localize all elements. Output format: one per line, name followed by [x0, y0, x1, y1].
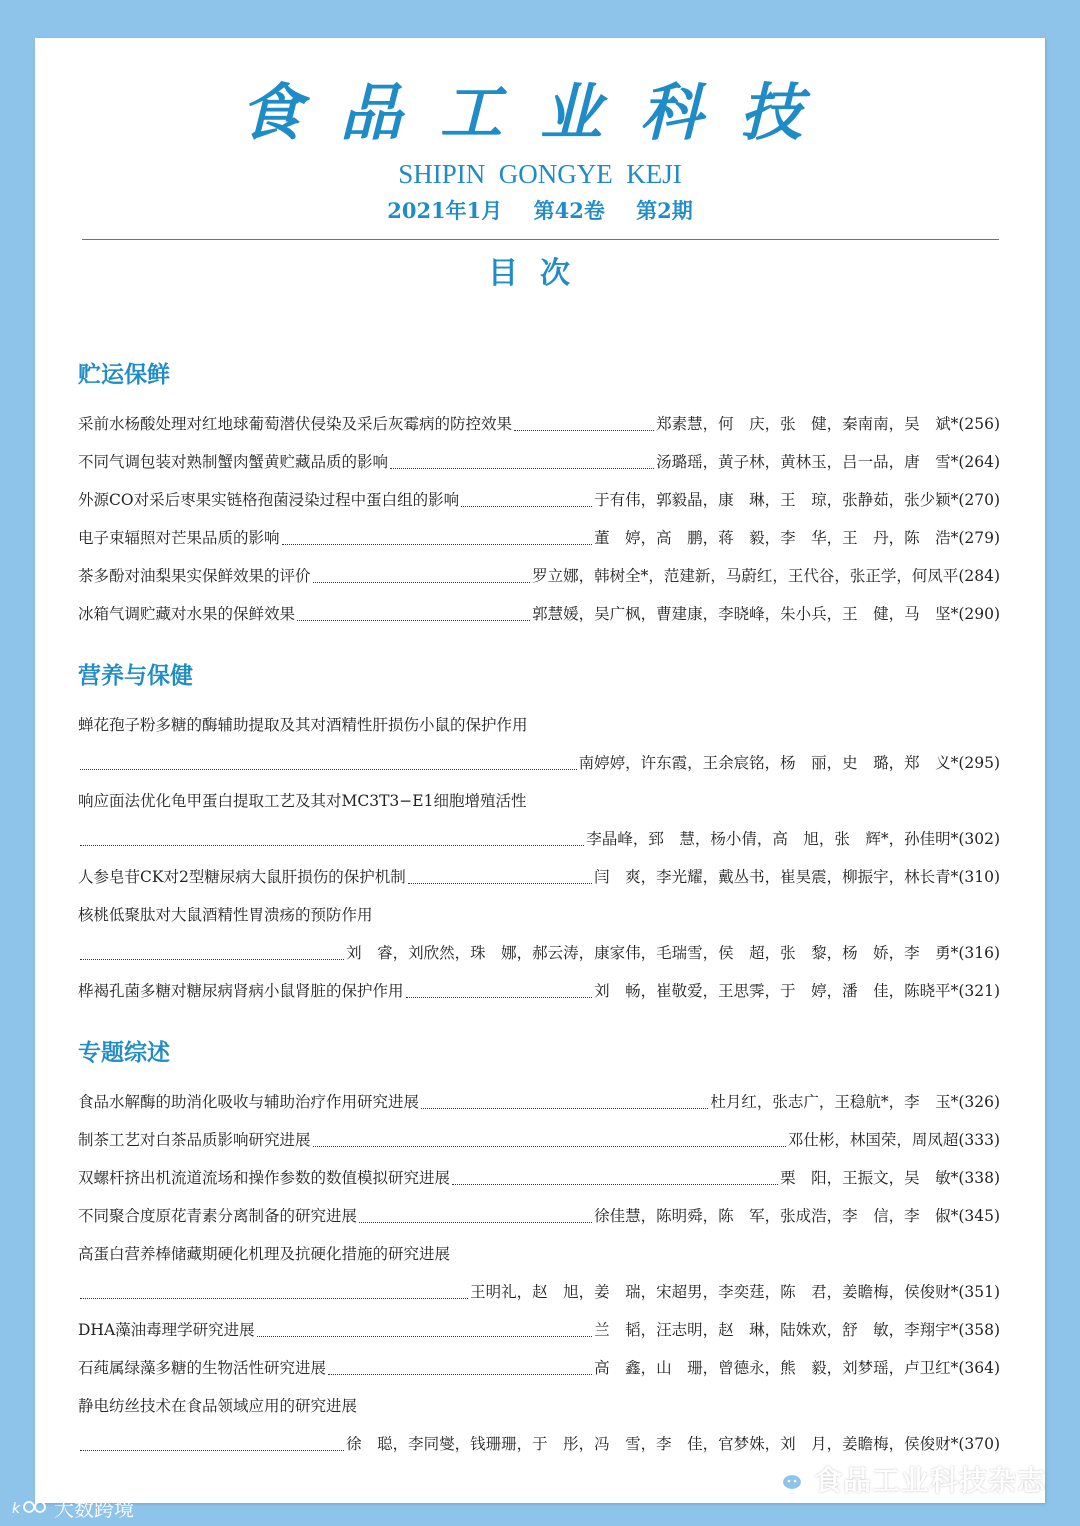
- leader-dots: [80, 769, 577, 770]
- toc-entry[interactable]: [78, 978, 1000, 1004]
- leader-dots: [80, 1450, 344, 1451]
- journal-pinyin: SHIPIN GONGYE KEJI: [398, 159, 682, 189]
- leader-dots: [406, 997, 593, 998]
- issue-date: 2021年1月: [387, 198, 503, 223]
- toc-entry[interactable]: [78, 487, 1000, 513]
- entry-title: 冰箱气调贮藏对水果的保鲜效果: [78, 605, 296, 623]
- leader-dots: [313, 1146, 786, 1147]
- entry-authors: 刘 睿，刘欣然，珠 娜，郝云涛，康家伟，毛瑞雪，侯 超，张 黎，杨 娇，李 勇*(316): [346, 944, 1000, 962]
- entry-authors: 李晶峰，郅 慧，杨小倩，高 旭，张 辉*，孙佳明*(302): [586, 830, 1000, 848]
- toc-entry[interactable]: [78, 750, 1000, 776]
- leader-dots: [452, 1184, 778, 1185]
- svg-text:k: k: [12, 1501, 21, 1517]
- toc-entry[interactable]: [78, 940, 1000, 966]
- toc-entry[interactable]: [78, 1203, 1000, 1229]
- toc-entry[interactable]: [78, 525, 1000, 551]
- toc-entry[interactable]: [78, 1431, 1000, 1457]
- entry-authors: 栗 阳，王振文，吴 敏*(338): [780, 1169, 1000, 1187]
- leader-dots: [297, 620, 530, 621]
- entry-authors: 罗立娜，韩树全*，范建新，马蔚红，王代谷，张正学，何凤平(284): [532, 567, 1000, 585]
- leader-dots: [80, 1298, 468, 1299]
- leader-dots: [80, 845, 584, 846]
- entry-authors: 高 鑫，山 珊，曾德永，熊 毅，刘梦瑶，卢卫红*(364): [594, 1359, 1000, 1377]
- watermark-text: 大数跨境: [54, 1496, 134, 1521]
- entry-title: 外源CO对采后枣果实链格孢菌浸染过程中蛋白组的影响: [78, 491, 460, 509]
- header-divider: [82, 239, 999, 240]
- toc-entry[interactable]: [78, 563, 1000, 589]
- entry-title: 人参皂苷CK对2型糖尿病大鼠肝损伤的保护机制: [78, 868, 406, 886]
- wechat-account-name: 食品工业科技杂志: [814, 1464, 1047, 1497]
- leader-dots: [359, 1222, 592, 1223]
- journal-title: 食品工业科技: [239, 76, 840, 149]
- entry-authors: 郭慧媛，吴广枫，曹建康，李晓峰，朱小兵，王 健，马 坚*(290): [532, 605, 1000, 623]
- toc-entry[interactable]: [78, 826, 1000, 852]
- toc-entry-title-line[interactable]: [78, 1393, 1000, 1419]
- toc-entry[interactable]: [78, 1165, 1000, 1191]
- entry-authors: 闫 爽，李光耀，戴丛书，崔昊震，柳振宇，林长青*(310): [594, 868, 1000, 886]
- toc-entry[interactable]: [78, 1279, 1000, 1305]
- toc-entry-title-line[interactable]: [78, 712, 1000, 738]
- entry-authors: 徐 聪，李同燮，钱珊珊，于 彤，冯 雪，李 佳，官梦姝，刘 月，姜瞻梅，侯俊财*(370): [346, 1435, 1000, 1453]
- section-heading: 贮运保鲜: [78, 361, 170, 388]
- leader-dots: [461, 506, 592, 507]
- toc-entry[interactable]: [78, 864, 1000, 890]
- entry-authors: 邓仕彬，林国荣，周凤超(333): [787, 1131, 1000, 1149]
- entry-authors: 王明礼，赵 旭，姜 瑞，宋超男，李奕莛，陈 君，姜瞻梅，侯俊财*(351): [470, 1283, 1000, 1301]
- watermark-logo-icon: [12, 1497, 48, 1517]
- wechat-icon: [770, 1465, 804, 1493]
- entry-title: 不同聚合度原花青素分离制备的研究进展: [78, 1207, 358, 1225]
- toc-entry[interactable]: [78, 411, 1000, 437]
- entry-title: 响应面法优化龟甲蛋白提取工艺及其对MC3T3−E1细胞增殖活性: [78, 792, 527, 810]
- entry-title: DHA藻油毒理学研究进展: [78, 1321, 255, 1339]
- issue-volume: 第42卷: [533, 198, 605, 223]
- entry-authors: 郑素慧，何 庆，张 健，秦南南，吴 斌*(256): [656, 415, 1000, 433]
- toc-title: 目次: [488, 256, 592, 291]
- leader-dots: [514, 430, 654, 431]
- entry-authors: 南婷婷，许东霞，王余宸铭，杨 丽，史 璐，郑 义*(295): [578, 754, 1000, 772]
- watermark: [12, 1493, 134, 1521]
- entry-title: 制茶工艺对白茶品质影响研究进展: [78, 1131, 311, 1149]
- entry-authors: 董 婷，高 鹏，蒋 毅，李 华，王 丹，陈 浩*(279): [594, 529, 1000, 547]
- entry-authors: 杜月红，张志广，王稳航*，李 玉*(326): [710, 1093, 1000, 1111]
- toc-entry[interactable]: [78, 1317, 1000, 1343]
- issue-number: 第2期: [636, 198, 693, 223]
- toc-entry[interactable]: [78, 1127, 1000, 1153]
- toc-entry[interactable]: [78, 1355, 1000, 1381]
- entry-title: 茶多酚对油梨果实保鲜效果的评价: [78, 567, 311, 585]
- entry-authors: 于有伟，郭毅晶，康 琳，王 琼，张静茹，张少颖*(270): [594, 491, 1000, 509]
- entry-title: 电子束辐照对芒果品质的影响: [78, 529, 280, 547]
- entry-authors: 刘 畅，崔敬爱，王思霁，于 婷，潘 佳，陈晓平*(321): [594, 982, 1000, 1000]
- entry-authors: 兰 韬，汪志明，赵 琳，陆姝欢，舒 敏，李翔宇*(358): [594, 1321, 1000, 1339]
- entry-title: 桦褐孔菌多糖对糖尿病肾病小鼠肾脏的保护作用: [78, 982, 404, 1000]
- toc-entry[interactable]: [78, 601, 1000, 627]
- entry-title: 静电纺丝技术在食品领域应用的研究进展: [78, 1397, 358, 1415]
- wechat-account-badge[interactable]: [770, 1462, 1046, 1496]
- entry-title: 双螺杆挤出机流道流场和操作参数的数值模拟研究进展: [78, 1169, 451, 1187]
- entry-title: 采前水杨酸处理对红地球葡萄潜伏侵染及采后灰霉病的防控效果: [78, 415, 513, 433]
- toc-entry-title-line[interactable]: [78, 902, 1000, 928]
- entry-authors: 汤璐瑶，黄子林，黄林玉，吕一品，唐 雪*(264): [656, 453, 1000, 471]
- toc-entry-title-line[interactable]: [78, 1241, 1000, 1267]
- section-heading: 营养与保健: [78, 662, 193, 689]
- leader-dots: [390, 468, 654, 469]
- leader-dots: [421, 1108, 708, 1109]
- issue-info: [0, 197, 1080, 225]
- entry-title: 核桃低聚肽对大鼠酒精性胃溃疡的预防作用: [78, 906, 373, 924]
- leader-dots: [313, 582, 531, 583]
- entry-title: 高蛋白营养棒储藏期硬化机理及抗硬化措施的研究进展: [78, 1245, 451, 1263]
- leader-dots: [80, 959, 344, 960]
- leader-dots: [282, 544, 593, 545]
- section-heading: 专题综述: [78, 1039, 170, 1066]
- entry-title: 蝉花孢子粉多糖的酶辅助提取及其对酒精性肝损伤小鼠的保护作用: [78, 716, 528, 734]
- entry-title: 石莼属绿藻多糖的生物活性研究进展: [78, 1359, 327, 1377]
- entry-authors: 徐佳慧，陈明舜，陈 军，张成浩，李 信，李 俶*(345): [594, 1207, 1000, 1225]
- toc-entry[interactable]: [78, 1089, 1000, 1115]
- toc-entry[interactable]: [78, 449, 1000, 475]
- leader-dots: [257, 1336, 592, 1337]
- entry-title: 不同气调包装对熟制蟹肉蟹黄贮藏品质的影响: [78, 453, 389, 471]
- entry-title: 食品水解酶的助消化吸收与辅助治疗作用研究进展: [78, 1093, 420, 1111]
- toc-entry-title-line[interactable]: [78, 788, 1000, 814]
- leader-dots: [328, 1374, 592, 1375]
- leader-dots: [408, 883, 592, 884]
